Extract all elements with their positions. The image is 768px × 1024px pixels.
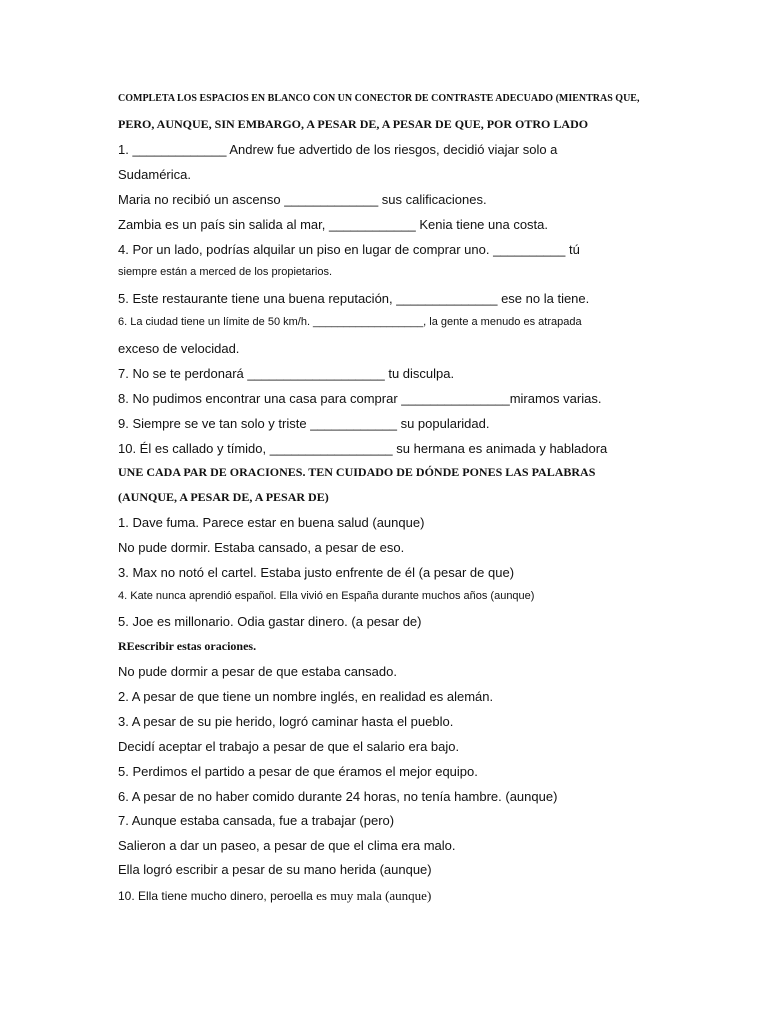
exercise1-item: 8. No pudimos encontrar una casa para comprar _______________miramos varias. xyxy=(118,391,602,406)
exercise2-item: 1. Dave fuma. Parece estar en buena salud (aunque) xyxy=(118,515,425,530)
exercise3-item: 3. A pesar de su pie herido, logró caminar hasta el pueblo. xyxy=(118,714,454,729)
section1-title-line1: COMPLETA LOS ESPACIOS EN BLANCO CON UN CONECTOR DE CONTRASTE ADECUADO (MIENTRAS QUE, xyxy=(118,93,640,104)
section3-title: REescribir estas oraciones. xyxy=(118,639,257,653)
exercise3-item: Decidí aceptar el trabajo a pesar de que el salario era bajo. xyxy=(118,739,460,754)
last-item-sans-part: 10. Ella tiene mucho dinero, peroella xyxy=(118,889,317,903)
exercise1-item: 10. Él es callado y tímido, _________________ su hermana es animada y habladora xyxy=(118,441,608,456)
exercise1-item: siempre están a merced de los propietarios. xyxy=(118,266,332,278)
exercise1-item: 5. Este restaurante tiene una buena reputación, ______________ ese no la tiene. xyxy=(118,291,590,306)
exercise3-item: 7. Aunque estaba cansada, fue a trabajar (pero) xyxy=(118,813,395,828)
exercise2-item: 3. Max no notó el cartel. Estaba justo enfrente de él (a pesar de que) xyxy=(118,565,515,580)
exercise1-item: 1. _____________ Andrew fue advertido de los riesgos, decidió viajar solo a xyxy=(118,142,558,157)
last-item-serif-part: es muy mala (aunque) xyxy=(316,888,432,903)
exercise1-item: 7. No se te perdonará ___________________ tu disculpa. xyxy=(118,366,455,381)
exercise2-item: 4. Kate nunca aprendió español. Ella vivió en España durante muchos años (aunque) xyxy=(118,590,535,602)
exercise3-item: 6. A pesar de no haber comido durante 24 horas, no tenía hambre. (aunque) xyxy=(118,789,558,804)
exercise1-item: Zambia es un país sin salida al mar, ____________ Kenia tiene una costa. xyxy=(118,217,549,232)
section2-title-line2: (AUNQUE, A PESAR DE, A PESAR DE) xyxy=(118,490,329,504)
section2-title-line1: UNE CADA PAR DE ORACIONES. TEN CUIDADO DE DÓNDE PONES LAS PALABRAS xyxy=(118,465,596,479)
exercise3-item: 5. Perdimos el partido a pesar de que éramos el mejor equipo. xyxy=(118,764,478,779)
exercise2-item: No pude dormir. Estaba cansado, a pesar de eso. xyxy=(118,540,405,555)
exercise1-item: 9. Siempre se ve tan solo y triste ____________ su popularidad. xyxy=(118,416,490,431)
exercise1-item: 4. Por un lado, podrías alquilar un piso en lugar de comprar uno. __________ tú xyxy=(118,242,580,257)
exercise2-item: 5. Joe es millonario. Odia gastar dinero. (a pesar de) xyxy=(118,614,422,629)
exercise1-item: exceso de velocidad. xyxy=(118,341,240,356)
exercise1-item: Sudamérica. xyxy=(118,167,191,182)
section1-title-line2: PERO, AUNQUE, SIN EMBARGO, A PESAR DE, A PESAR DE QUE, POR OTRO LADO xyxy=(118,117,589,131)
exercise3-item: No pude dormir a pesar de que estaba cansado. xyxy=(118,664,397,679)
exercise3-item: Ella logró escribir a pesar de su mano herida (aunque) xyxy=(118,862,432,877)
exercise3-item: 2. A pesar de que tiene un nombre inglés, en realidad es alemán. xyxy=(118,689,494,704)
exercise1-item: 6. La ciudad tiene un límite de 50 km/h. __________________, la gente a menudo es atrapada xyxy=(118,316,582,328)
exercise1-item: Maria no recibió un ascenso _____________ sus calificaciones. xyxy=(118,192,487,207)
exercise3-item-last xyxy=(118,887,431,905)
exercise3-item: Salieron a dar un paseo, a pesar de que el clima era malo. xyxy=(118,838,456,853)
